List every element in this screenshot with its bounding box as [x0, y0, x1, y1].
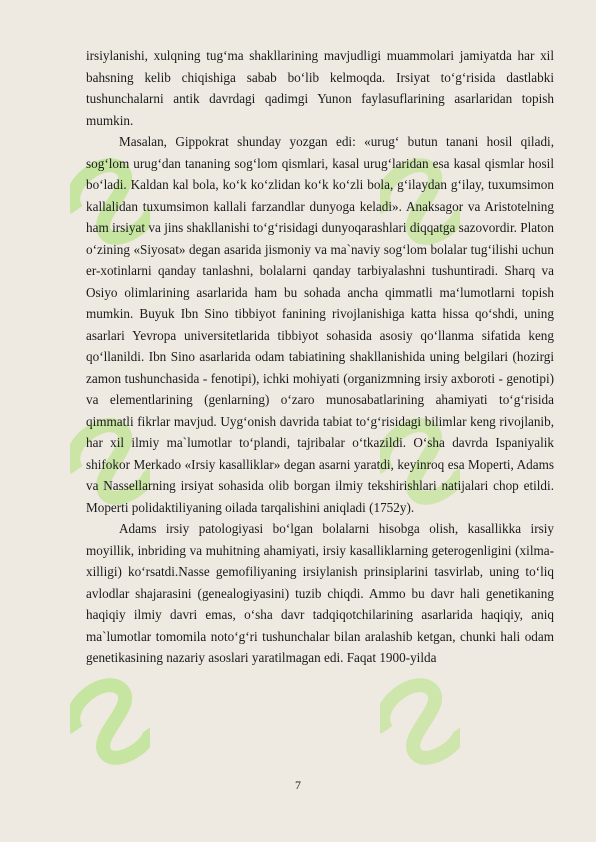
page-number: 7 [295, 778, 301, 792]
body-text [86, 45, 554, 669]
paragraph: irsiylanishi, xulqning tug‘ma shakllarining mavjudligi muammolari jamiyatda har xil bahsning kelib chiqishiga sabab bo‘lib kelmoqda. Irsiyat to‘g‘risida dastlabki tushunchalarni antik davrdagi qadimgi Yunon faylasuflarining asarlaridan topish mumkin. [86, 48, 554, 128]
watermark-logo [380, 670, 460, 780]
watermark-logo [70, 670, 150, 780]
paragraph: Adams irsiy patologiyasi bo‘lgan bolalarni hisobga olish, kasallikka irsiy moyillik, inbriding va muhitning ahamiyati, irsiy kasalliklarning geterogenligini (xilma-xilligi) ko‘rsatdi.Nasse gemofiliyaning irsiylanish prinsiplarini tasvirlab, uning to‘liq avlodlar shajarasini (genealogiyasini) tuzib chiqdi. Ammo bu davr hali genetikaning haqiqiy ilmiy davri emas, o‘sha davr tadqiqotchilarining asarlarida haqiqiy, aniq ma`lumotlar tomomila noto‘g‘ri tushunchalar bilan aralashib ketgan, chunki hali odam genetikasining nazariy asoslari yaratilmagan edi. Faqat 1900-yilda [86, 521, 554, 665]
paragraph: Masalan, Gippokrat shunday yozgan edi: «urug‘ butun tanani hosil qiladi, sog‘lom urug‘dan tananing sog‘lom qismlari, kasal urug‘laridan esa kasal qismlar hosil bo‘ladi. Kaldan kal bola, ko‘k ko‘zlidan ko‘k ko‘zli bola, g‘ilaydan g‘ilay, tuxumsimon kallalidan tuxumsimon kallali farzandlar dunyoga keladi». Anaksagor va Aristotelning ham irsiyat va jins shakllanishi to‘g‘risidagi dunyoqarashlari diqqatga sazovordir. Platon o‘zining «Siyosat» degan asarida jismoniy va ma`naviy sog‘lom bolalar tug‘ilishi uchun er-xotinlarni qanday tanlashni, bolalarni qanday tarbiyalashni tushuntiradi. Sharq va Osiyo olimlarining asarlarida ham bu sohada ancha qimmatli ma‘lumotlarni topish mumkin. Buyuk Ibn Sino tibbiyot fanining rivojlanishiga katta hissa qo‘shdi, uning asarlari Yevropa universitetlarida tibbiyot sohasida asosiy qo‘llanma sifatida keng qo‘llanildi. Ibn Sino asarlarida odam tabiatining shakllanishida uning belgilari (hozirgi zamon tushunchasida - fenotipi), ichki mohiyati (organizmning irsiy axboroti - genotipi) va elementlarining (genlarning) o‘zaro munosabatlarining ahamiyati to‘g‘risida qimmatli fikrlar mavjud. Uyg‘onish davrida tabiat to‘g‘risidagi bilimlar keng rivojlanib, har xil ilmiy ma`lumotlar to‘plandi, tajribalar o‘tkazildi. O‘sha davrda Ispaniyalik shifokor Merkado «Irsiy kasalliklar» degan asarni yaratdi, keyinroq esa Moperti, Adams va Nassellarning irsiyat sohasida olib borgan ilmiy tekshirishlari natijalari chop etildi. Moperti polidaktiliyaning oilada tarqalishini aniqladi (1752y). [86, 134, 554, 515]
